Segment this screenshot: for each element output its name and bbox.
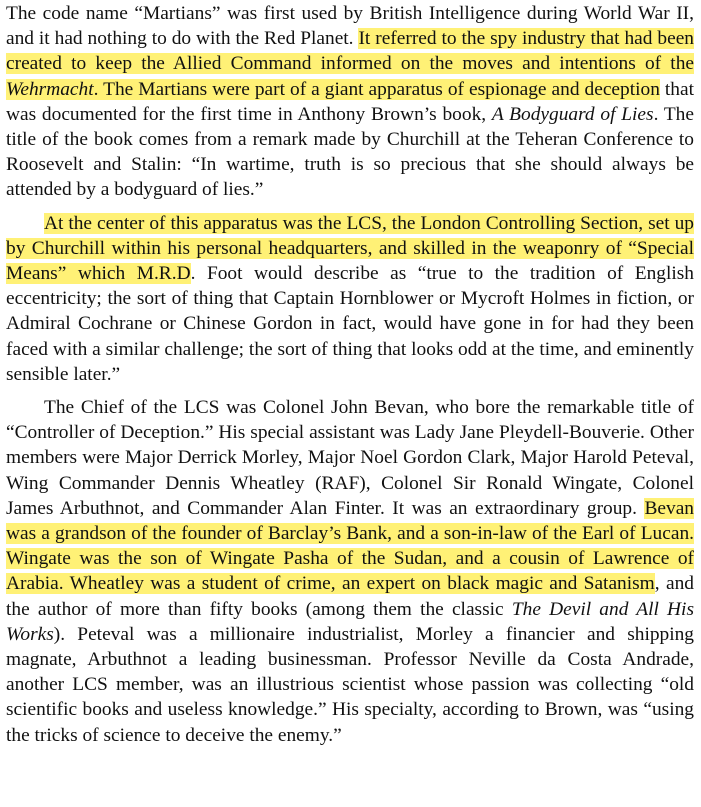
highlighted-text: At the center of this apparatus was the LCS, the London Controlling Section, set up by Churchill within his personal headquarters, and skilled in the weaponry of “Special Means” which M.R.D [6,212,694,285]
book-title: A Bodyguard of Lies [491,103,654,125]
text-segment: . Foot would describe as “true to the tradition of English eccentricity; the sort of thing that Captain Hornblower or Mycroft Holmes in fiction, or Admiral Cochrane or Chinese Gordon in fact, would have gone in for had they been faced with a similar challenge; the sort of thing that looks odd at the time, and eminently sensible later.” [6,263,694,385]
highlighted-text: It referred to the spy industry that had been created to keep the Allied Command informed on the moves and intentions of the [6,28,695,75]
paragraph-1 [6,0,694,203]
book-title: The Devil and All His Works [6,598,694,645]
text-segment: ). Peteval was a millionaire industrialist, Morley a financier and shipping magnate, Arbuthnot a leading businessman. Professor Neville da Costa Andrade, another LCS member, was an illustrious scientist whose passion was collecting “old scientific books and useless knowledge.” His specialty, according to Brown, was “using the tricks of science to deceive the enemy.” [6,623,694,746]
highlighted-italic-text: Wehrmacht [6,78,94,100]
paragraph-3 [6,395,694,748]
highlighted-text: Bevan was a grandson of the founder of Barclay’s Bank, and a son-in-law of the Earl of Lucan. Wingate was the son of Wingate Pasha of the Sudan, and a cousin of Lawrence of Arabia. Wheatley was a student of crime, an expert on black magic and Satanism [6,497,694,595]
text-segment: The code name “Martians” was first used by British Intelligence during World War II, and it had nothing to do with the Red Planet. [6,3,694,50]
text-segment: . The title of the book comes from a remark made by Churchill at the Teheran Conference to Roosevelt and Stalin: “In wartime, truth is so precious that she should always be attended by a bodyguard of lies.” [6,103,694,201]
text-segment: , and the author of more than fifty books (among them the classic [6,573,694,620]
text-segment: that was documented for the first time in Anthony Brown’s book, [6,78,694,125]
highlighted-text: . The Martians were part of a giant apparatus of espionage and deception [93,78,660,100]
paragraph-2 [6,211,694,387]
text-segment: The Chief of the LCS was Colonel John Bevan, who bore the remarkable title of “Controller of Deception.” His special assistant was Lady Jane Pleydell-Bouverie. Other members were Major Derrick Morley, Major Noel Gordon Clark, Major Harold Peteval, Wing Commander Dennis Wheatley (RAF), Colonel Sir Ronald Wingate, Colonel James Arbuthnot, and Commander Alan Finter. It was an extraordinary group. [6,397,694,519]
